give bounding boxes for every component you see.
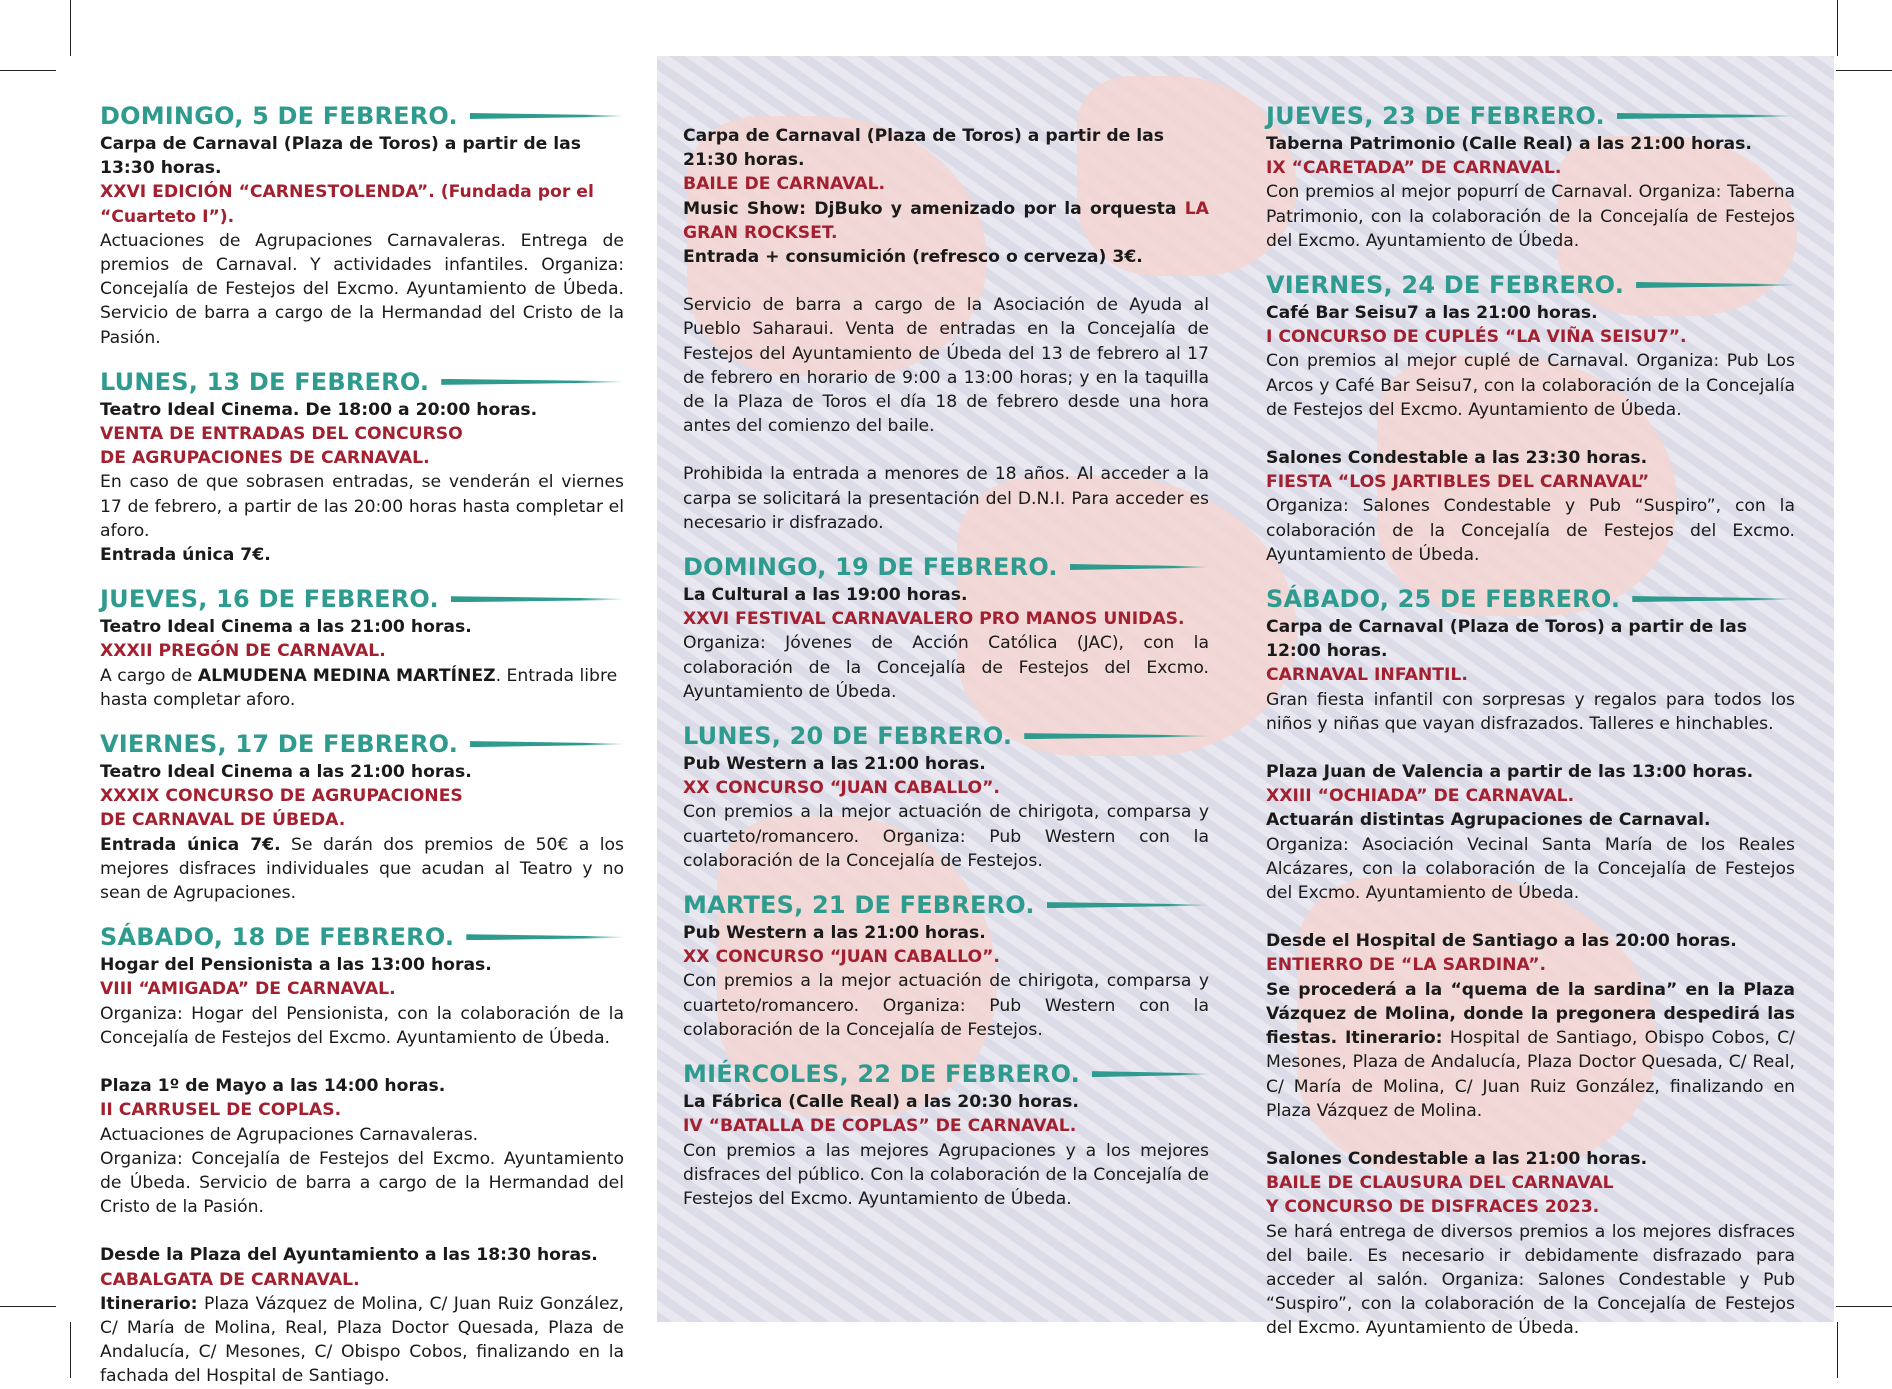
day-title: VIERNES, 17 DE FEBRERO. [100,729,459,758]
day-header [1266,583,1795,615]
day-header [683,551,1209,583]
event-title: XX CONCURSO “JUAN CABALLO”. [683,947,1000,968]
event-title: XXXII PREGÓN DE CARNAVAL. [100,641,386,662]
venue-line: Café Bar Seisu7 a las 21:00 horas. [1266,303,1598,324]
itinerary-label: Itinerario: [100,1293,198,1314]
header-rule [1617,113,1795,119]
event-title: VENTA DE ENTRADAS DEL CONCURSO [100,424,463,445]
event-title: IX “CARETADA” DE CARNAVAL. [1266,158,1562,179]
event-description: Con premios a las mejores Agrupaciones y a los mejores disfraces del público. Con la colaboración de la Concejalía de Festejos del Excmo. Ayuntamiento de Úbeda. [683,1140,1209,1209]
day-header [683,889,1209,921]
band-name: LA GRAN ROCKSET. [683,198,1209,243]
event-title: DE AGRUPACIONES DE CARNAVAL. [100,448,430,469]
text-fragment: . Entrada libre hasta completar aforo. [100,665,618,710]
day-title: JUEVES, 23 DE FEBRERO. [1266,101,1605,130]
event-title: XXIII “OCHIADA” DE CARNAVAL. [1266,786,1575,807]
event-title: I CONCURSO DE CUPLÉS “LA VIÑA SEISU7”. [1266,327,1687,348]
crop-mark [70,0,71,56]
event-title: XXXIX CONCURSO DE AGRUPACIONES [100,786,463,807]
venue-line: Salones Condestable a las 21:00 horas. [1266,1148,1648,1169]
venue-line: Taberna Patrimonio (Calle Real) a las 21:00 horas. [1266,134,1752,154]
event-title: XXVI EDICIÓN “CARNESTOLENDA”. (Fundada por el “Cuarteto I”). [100,182,594,227]
event-description: Organiza: Jóvenes de Acción Católica (JAC), con la colaboración de la Concejalía de Festejos del Excmo. Ayuntamiento de Úbeda. [683,633,1209,702]
venue-line: Pub Western a las 21:00 horas. [683,754,986,775]
event-description: Gran fiesta infantil con sorpresas y regalos para todos los niños y niñas que vayan disfrazados. Talleres e hinchables. [1266,689,1795,734]
crop-mark [0,1306,56,1307]
event-description: Con premios al mejor popurrí de Carnaval. Organiza: Taberna Patrimonio, con la colaboración de la Concejalía de Festejos del Excmo. Ayuntamiento de Úbeda. [1266,182,1795,251]
event-description: Actuaciones de Agrupaciones Carnavaleras. Entrega de premios de Carnaval. Y actividades infantiles. Organiza: Concejalía de Festejos del Excmo. Ayuntamiento de Úbeda. Servicio de barra a cargo de la Hermandad del Cristo de la Pasión. [100,230,624,348]
venue-line: Desde la Plaza del Ayuntamiento a las 18:30 horas. [100,1245,598,1266]
event-description: Organiza: Salones Condestable y Pub “Suspiro”, con la colaboración de la Concejalía de Festejos del Excmo. Ayuntamiento de Úbeda. [1266,496,1795,565]
header-rule [466,934,624,940]
ticket-price: Entrada única 7€. [100,834,281,855]
event-description: En caso de que sobrasen entradas, se venderán el viernes 17 de febrero, a partir de las 20:00 horas hasta completar el aforo. [100,472,624,541]
day-title: SÁBADO, 25 DE FEBRERO. [1266,584,1621,613]
event-description: Prohibida la entrada a menores de 18 años. Al acceder a la carpa se solicitará la presentación del D.N.I. Para acceder es necesario ir disfrazado. [683,464,1209,533]
day-title: LUNES, 20 DE FEBRERO. [683,721,1013,750]
event-title: CARNAVAL INFANTIL. [1266,665,1468,686]
event-title: II CARRUSEL DE COPLAS. [100,1100,342,1121]
venue-line: Teatro Ideal Cinema a las 21:00 horas. [100,762,472,783]
ticket-price: Entrada única 7€. [100,545,271,566]
event-title: Y CONCURSO DE DISFRACES 2023. [1266,1197,1600,1218]
event-title: XX CONCURSO “JUAN CABALLO”. [683,778,1000,799]
column-right [1266,100,1795,1341]
venue-line: Desde el Hospital de Santiago a las 20:00 horas. [1266,931,1737,952]
venue-line: Plaza Juan de Valencia a partir de las 13:00 horas. [1266,762,1754,783]
event-description: Organiza: Asociación Vecinal Santa María de los Reales Alcázares, con la colaboración de la Concejalía de Festejos del Excmo. Ayuntamiento de Úbeda. [1266,834,1795,904]
ticket-price: Entrada + consumición (refresco o cerveza) 3€. [683,247,1143,268]
event-description: Servicio de barra a cargo de la Asociación de Ayuda al Pueblo Saharaui. Venta de entradas en la Concejalía de Festejos del Ayuntamiento de Úbeda del 13 de febrero al 17 de febrero en horario de 9:00 a 13:00 horas; y en la taquilla de la Plaza de Toros el día 18 de febrero desde una hora antes del comienzo del baile. [683,295,1209,437]
text-fragment: Plaza Vázquez de Molina, C/ Juan Ruiz González, C/ María de Molina, Real, Plaza Doctor Quesada, Plaza de Andalucía, C/ Mesones, C/ Obispo Cobos, finalizando en la fachada del Hospital de Santiago. [100,1293,624,1387]
day-title: MIÉRCOLES, 22 DE FEBRERO. [683,1059,1081,1088]
event-description [1266,978,1795,1123]
day-title: DOMINGO, 5 DE FEBRERO. [100,101,458,130]
event-title: BAILE DE CLAUSURA DEL CARNAVAL [1266,1173,1614,1194]
day-title: DOMINGO, 19 DE FEBRERO. [683,552,1058,581]
event-description [100,833,624,906]
crop-mark [1836,1306,1892,1307]
header-rule [1047,902,1209,908]
text-fragment: Music Show: DjBuko y amenizado por la orquesta [683,198,1185,219]
venue-line: Pub Western a las 21:00 horas. [683,923,986,944]
event-title: VIII “AMIGADA” DE CARNAVAL. [100,979,396,1000]
text-fragment: Hospital de Santiago, Obispo Cobos, C/ Mesones, Plaza de Andalucía, Plaza Doctor Quesada, C/ Real, C/ María de Molina, C/ Juan Ruiz González, finalizando en Plaza Vázquez de Molina. [1266,1028,1795,1121]
event-title: FIESTA “LOS JARTIBLES DEL CARNAVAL” [1266,472,1650,493]
venue-line: Teatro Ideal Cinema a las 21:00 horas. [100,617,472,638]
venue-line: Salones Condestable a las 23:30 horas. [1266,448,1648,469]
event-description: Con premios a la mejor actuación de chirigota, comparsa y cuarteto/romancero. Organiza: Pub Western con la colaboración de la Concejalía de Festejos. [683,971,1209,1040]
venue-line: Plaza 1º de Mayo a las 14:00 horas. [100,1076,446,1097]
column-middle [683,124,1209,1211]
venue-line: Hogar del Pensionista a las 13:00 horas. [100,955,492,976]
venue-line: Carpa de Carnaval (Plaza de Toros) a partir de las 21:30 horas. [683,126,1164,171]
speaker-name: ALMUDENA MEDINA MARTÍNEZ [197,665,496,686]
venue-line: Carpa de Carnaval (Plaza de Toros) a partir de las 12:00 horas. [1266,617,1747,662]
crop-mark [70,1322,71,1378]
text-fragment: A cargo de [100,665,198,686]
header-rule [470,741,624,747]
day-header [100,366,624,398]
event-title: ENTIERRO DE “LA SARDINA”. [1266,955,1547,976]
crop-mark [1836,70,1892,71]
event-description: Con premios a la mejor actuación de chirigota, comparsa y cuarteto/romancero. Organiza: Pub Western con la colaboración de la Concejalía de Festejos. [683,802,1209,871]
event-description [100,664,624,712]
day-header [683,720,1209,752]
header-rule [1024,733,1209,739]
event-title: CABALGATA DE CARNAVAL. [100,1269,360,1290]
day-title: SÁBADO, 18 DE FEBRERO. [100,923,455,952]
header-rule [451,596,624,602]
header-rule [441,379,624,385]
day-title: JUEVES, 16 DE FEBRERO. [100,585,439,614]
venue-line: La Cultural a las 19:00 horas. [683,585,968,606]
text-fragment: Se procederá a la “quema de la sardina” en la Plaza Vázquez de Molina, donde la pregonera despedirá las fiestas. Itinerario: [1266,979,1795,1049]
day-header [1266,269,1795,301]
day-header [100,728,624,760]
day-header [100,100,624,132]
column-left [100,100,624,1389]
day-title: MARTES, 21 DE FEBRERO. [683,890,1035,919]
event-lineup [683,197,1209,245]
event-description: Organiza: Concejalía de Festejos del Excmo. Ayuntamiento de Úbeda. Servicio de barra a cargo de la Hermandad del Cristo de la Pasión. [100,1148,624,1218]
header-rule [470,113,624,119]
venue-line: Carpa de Carnaval (Plaza de Toros) a partir de las 13:30 horas. [100,134,581,179]
event-description: Organiza: Hogar del Pensionista, con la colaboración de la Concejalía de Festejos del Excmo. Ayuntamiento de Úbeda. [100,1003,624,1048]
header-rule [1092,1071,1209,1077]
event-lineup: Actuarán distintas Agrupaciones de Carnaval. [1266,810,1711,831]
event-title: IV “BATALLA DE COPLAS” DE CARNAVAL. [683,1116,1077,1137]
event-description: Actuaciones de Agrupaciones Carnavaleras. [100,1124,479,1145]
day-title: VIERNES, 24 DE FEBRERO. [1266,270,1625,299]
day-header [1266,100,1795,132]
crop-mark [1837,1322,1838,1378]
event-title: BAILE DE CARNAVAL. [683,174,886,195]
event-title: XXVI FESTIVAL CARNAVALERO PRO MANOS UNIDAS. [683,609,1185,630]
event-title: DE CARNAVAL DE ÚBEDA. [100,810,346,831]
crop-mark [1837,0,1838,56]
text-fragment: Se darán dos premios de 50€ a los mejores disfraces individuales que acudan al Teatro y no sean de Agrupaciones. [100,834,624,904]
crop-mark [0,70,56,71]
event-description: Se hará entrega de diversos premios a los mejores disfraces del baile. Es necesario ir debidamente disfrazado para acceder al salón. Organiza: Salones Condestable y Pub “Suspiro”, con la colaboración de la Concejalía de Festejos del Excmo. Ayuntamiento de Úbeda. [1266,1221,1795,1339]
event-description: Con premios al mejor cuplé de Carnaval. Organiza: Pub Los Arcos y Café Bar Seisu7, con la colaboración de la Concejalía de Festejos del Excmo. Ayuntamiento de Úbeda. [1266,351,1795,420]
header-rule [1636,282,1795,288]
event-description [100,1292,624,1389]
header-rule [1070,564,1209,570]
header-rule [1632,596,1795,602]
day-header [683,1058,1209,1090]
day-header [100,583,624,615]
day-header [100,921,624,953]
day-title: LUNES, 13 DE FEBRERO. [100,367,430,396]
venue-line: La Fábrica (Calle Real) a las 20:30 horas. [683,1092,1079,1113]
venue-line: Teatro Ideal Cinema. De 18:00 a 20:00 horas. [100,399,538,420]
